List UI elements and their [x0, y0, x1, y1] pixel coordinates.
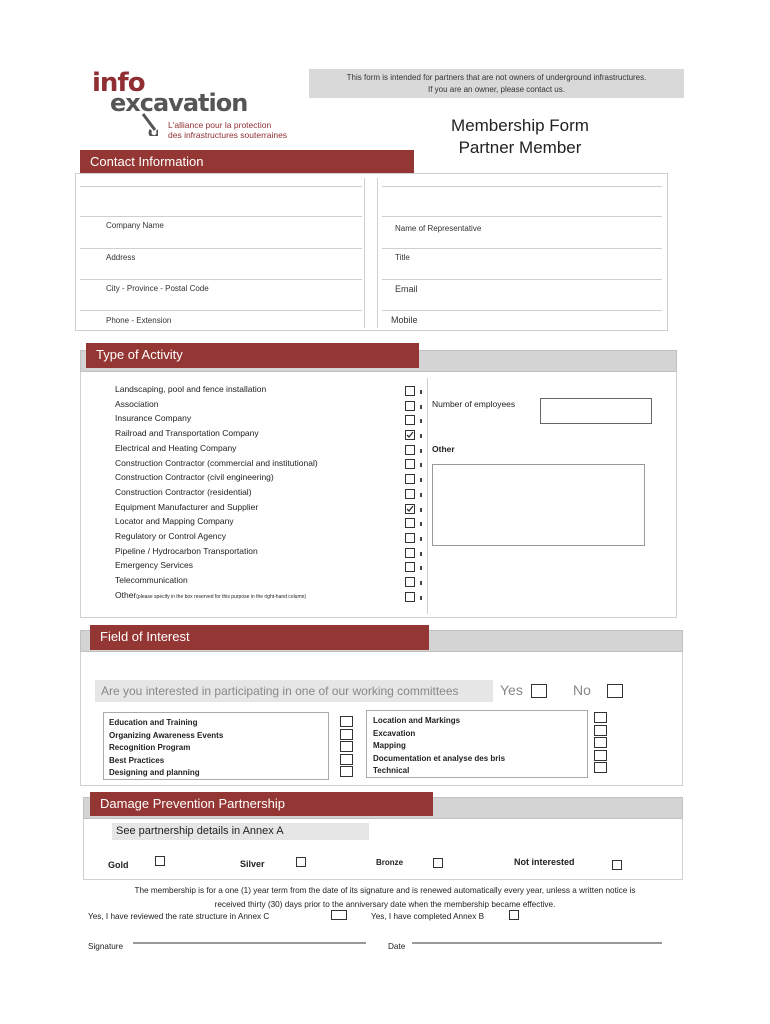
committee-checkbox[interactable]	[594, 750, 607, 761]
activity-checkbox[interactable]	[405, 533, 415, 543]
committee-checkbox[interactable]	[594, 725, 607, 736]
representative-label: Name of Representative	[395, 224, 482, 233]
notice-line-1: This form is intended for partners that are not owners of underground infrastructures.	[346, 73, 647, 82]
yes-checkbox[interactable]	[531, 684, 547, 698]
committee-checkbox[interactable]	[594, 737, 607, 748]
activity-item-other	[115, 588, 405, 605]
logo-tagline-1: L'alliance pour la protection	[168, 120, 272, 130]
signature-line[interactable]	[133, 942, 366, 944]
owner-notice	[309, 69, 684, 98]
activity-item: Telecommunication	[115, 575, 188, 586]
activity-checkbox-row	[405, 429, 425, 444]
contact-line	[382, 248, 662, 249]
level-silver-label: Silver	[240, 859, 265, 869]
committee-item: Organizing Awareness Events	[109, 730, 224, 740]
activity-checkbox-row	[405, 547, 425, 562]
logo-excavation-text: excavation	[110, 89, 248, 117]
activity-checkbox[interactable]	[405, 592, 415, 602]
other-note: (please specify in the box reserved for this purpose in the right-hand column)	[136, 593, 307, 600]
activity-item: Pipeline / Hydrocarbon Transportation	[115, 545, 258, 556]
logo-info-text: info	[92, 68, 145, 98]
gold-checkbox[interactable]	[155, 856, 165, 866]
bullet-dot	[420, 463, 422, 467]
bullet-dot	[420, 478, 422, 482]
committee-item: Location and Markings	[373, 716, 461, 725]
ack-rates-checkbox[interactable]	[331, 910, 347, 920]
activity-item: Construction Contractor (commercial and institutional)	[115, 457, 318, 468]
activity-checkbox[interactable]	[405, 445, 415, 455]
activity-item: Railroad and Transportation Company	[115, 428, 259, 439]
activity-checkboxes	[405, 385, 425, 605]
representative-field[interactable]	[382, 187, 662, 215]
activity-section-heading: Type of Activity	[86, 343, 419, 368]
activity-checkbox[interactable]	[405, 489, 415, 499]
signature-label: Signature	[88, 942, 124, 951]
activity-checkbox-row	[405, 576, 425, 591]
committee-list-right	[366, 710, 588, 778]
bullet-dot	[420, 522, 422, 526]
date-label: Date	[388, 942, 406, 951]
activity-checkbox[interactable]	[405, 562, 415, 572]
employees-input[interactable]	[540, 398, 652, 424]
activity-checkbox-row	[405, 517, 425, 532]
committee-question: Are you interested in participating in one of our working committees	[95, 680, 493, 702]
level-bronze-label: Bronze	[376, 858, 404, 867]
activity-item: Landscaping, pool and fence installation	[115, 384, 267, 394]
activity-checkbox[interactable]	[405, 548, 415, 558]
bullet-dot	[420, 508, 422, 512]
contact-line	[80, 279, 362, 280]
bullet-dot	[420, 419, 422, 423]
phone-label: Phone - Extension	[106, 316, 172, 325]
activity-checkbox-row	[405, 591, 425, 606]
terms-line-1: The membership is for a one (1) year term from the date of its signature and is renewed automatically every year, unless a written notice is	[134, 886, 636, 895]
title-label: Title	[395, 253, 410, 262]
activity-item: Regulatory or Control Agency	[115, 531, 227, 542]
annex-a-note: See partnership details in Annex A	[112, 823, 369, 840]
committee-item: Designing and planning	[109, 768, 200, 777]
terms-line-2: received thirty (30) days prior to the anniversary date when the membership became effective.	[214, 900, 556, 909]
committee-checkbox[interactable]	[340, 766, 353, 777]
ack-annex-b-label: Yes, I have completed Annex B	[371, 912, 485, 921]
committee-checkbox[interactable]	[594, 762, 607, 773]
committee-checkbox[interactable]	[340, 729, 353, 740]
committee-item: Best Practices	[109, 755, 165, 765]
activity-checkbox[interactable]	[405, 401, 415, 411]
activity-item: Emergency Services	[115, 560, 193, 571]
bullet-dot	[420, 405, 422, 409]
interest-section-heading: Field of Interest	[90, 625, 429, 650]
committee-checkboxes-right	[594, 712, 607, 773]
bronze-checkbox[interactable]	[433, 858, 443, 868]
logo-tagline-2: des infrastructures souterraines	[168, 130, 288, 140]
form-title-line-1: Membership Form	[451, 116, 589, 135]
contact-line	[382, 279, 662, 280]
contact-line	[80, 310, 362, 311]
bullet-dot	[420, 552, 422, 556]
activity-checkbox[interactable]	[405, 386, 415, 396]
committee-checkboxes-left	[340, 716, 353, 777]
bullet-dot	[420, 449, 422, 453]
activity-list	[115, 382, 405, 605]
activity-checkbox-row	[405, 385, 425, 400]
activity-checkbox-row	[405, 532, 425, 547]
other-label: Other	[115, 589, 137, 600]
employees-label: Number of employees	[432, 399, 516, 409]
bullet-dot	[420, 537, 422, 541]
activity-item: Association	[115, 398, 159, 409]
contact-divider	[364, 178, 378, 328]
activity-checkbox-row	[405, 473, 425, 488]
contact-section-heading: Contact Information	[80, 150, 414, 174]
contact-line	[382, 310, 662, 311]
not-interested-checkbox[interactable]	[612, 860, 622, 870]
activity-item: Electrical and Heating Company	[115, 442, 237, 453]
other-box-label: Other	[432, 444, 455, 454]
activity-checkbox[interactable]	[405, 518, 415, 528]
activity-checkbox-row	[405, 444, 425, 459]
mobile-label: Mobile	[391, 315, 418, 325]
address-label: Address	[106, 253, 136, 262]
activity-item: Insurance Company	[115, 413, 192, 424]
form-title-line-2: Partner Member	[458, 138, 582, 157]
committee-checkbox[interactable]	[340, 741, 353, 752]
logo-tagline	[168, 120, 287, 140]
company-name-label: Company Name	[106, 221, 164, 230]
committee-item: Mapping	[373, 741, 406, 750]
contact-line	[80, 216, 362, 217]
no-label: No	[573, 682, 591, 698]
other-specify-textarea[interactable]	[432, 464, 645, 546]
committee-list-left	[103, 712, 329, 780]
bullet-dot	[420, 596, 422, 600]
contact-line	[80, 248, 362, 249]
activity-checkbox[interactable]	[405, 430, 415, 440]
activity-item: Construction Contractor (residential)	[115, 486, 252, 497]
activity-item: Locator and Mapping Company	[115, 516, 234, 527]
committee-item: Technical	[373, 766, 410, 775]
activity-checkbox[interactable]	[405, 474, 415, 484]
committee-item: Excavation	[373, 728, 416, 738]
checkmark-icon	[406, 505, 414, 513]
committee-checkbox[interactable]	[594, 712, 607, 723]
checkmark-icon	[406, 431, 414, 439]
activity-checkbox-row	[405, 488, 425, 503]
committee-checkbox[interactable]	[340, 754, 353, 765]
city-province-label: City - Province - Postal Code	[106, 284, 209, 293]
committee-item: Recognition Program	[109, 743, 191, 752]
activity-item: Construction Contractor (civil engineering)	[115, 472, 274, 483]
form-title	[420, 115, 620, 159]
logo-pin-icon	[140, 112, 158, 136]
level-not-interested-label: Not interested	[514, 857, 575, 867]
company-name-field[interactable]	[80, 187, 362, 215]
ack-rates-label: Yes, I have reviewed the rate structure in Annex C	[88, 912, 270, 921]
silver-checkbox[interactable]	[296, 857, 306, 867]
level-gold-label: Gold	[108, 860, 129, 870]
activity-checkbox[interactable]	[405, 577, 415, 587]
bullet-dot	[420, 434, 422, 438]
activity-divider	[427, 378, 428, 614]
activity-checkbox[interactable]	[405, 415, 415, 425]
activity-checkbox-row	[405, 414, 425, 429]
notice-line-2: If you are an owner, please contact us.	[428, 85, 565, 94]
committee-item: Education and Training	[109, 718, 198, 727]
activity-checkbox-row	[405, 503, 425, 518]
date-line[interactable]	[412, 942, 662, 944]
activity-item: Equipment Manufacturer and Supplier	[115, 501, 259, 512]
activity-checkbox[interactable]	[405, 504, 415, 514]
no-checkbox[interactable]	[607, 684, 623, 698]
yes-label: Yes	[500, 682, 523, 698]
committee-item: Documentation et analyse des bris	[373, 753, 506, 763]
bullet-dot	[420, 390, 422, 394]
activity-checkbox-row	[405, 561, 425, 576]
bullet-dot	[420, 566, 422, 570]
bullet-dot	[420, 493, 422, 497]
bullet-dot	[420, 581, 422, 585]
activity-checkbox-row	[405, 458, 425, 473]
email-label: Email	[395, 284, 418, 294]
activity-checkbox[interactable]	[405, 459, 415, 469]
partnership-section-heading: Damage Prevention Partnership	[90, 792, 433, 816]
membership-terms	[85, 884, 685, 912]
contact-line	[382, 216, 662, 217]
ack-annex-b-checkbox[interactable]	[509, 910, 519, 920]
activity-checkbox-row	[405, 400, 425, 415]
committee-checkbox[interactable]	[340, 716, 353, 727]
